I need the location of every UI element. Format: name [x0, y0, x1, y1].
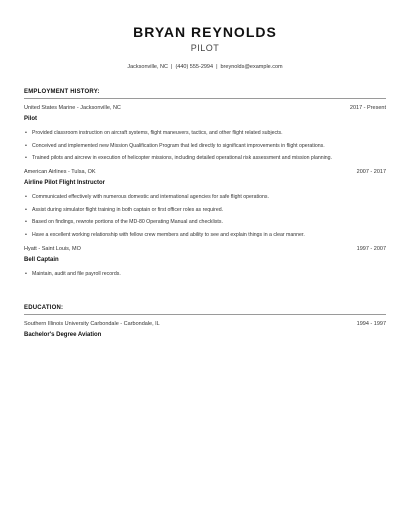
job-bullet-text: Assist during simulator flight training in both captain or first officer roles as required. [32, 206, 224, 213]
education-entry [24, 320, 386, 339]
job-role: Pilot [24, 116, 37, 122]
employment-heading: EMPLOYMENT HISTORY: [24, 89, 100, 95]
contact-separator: | [171, 64, 173, 70]
job-dates: 1997 - 2007 [356, 245, 386, 252]
job-bullets [24, 271, 386, 278]
job-meta [24, 245, 386, 253]
job-bullet-text: Communicated effectively with numerous domestic and international agencies for safe flight operations. [32, 194, 269, 201]
employment-section [24, 88, 386, 278]
job-employer: United States Marine - Jacksonville, NC [24, 105, 121, 111]
job-meta [24, 168, 386, 176]
job-role: Bell Captain [24, 256, 59, 263]
job-bullet-text: Trained pilots and aircrew in execution of helicopter missions, including detailed operational risk assessment and mission planning. [32, 155, 332, 162]
job-bullet-text: Maintain, audit and file payroll records. [32, 270, 121, 277]
bullet-icon: • [25, 155, 27, 162]
resume-header [24, 24, 386, 71]
job-employer: American Airlines - Tulsa, OK [24, 169, 96, 176]
job-bullet [25, 231, 386, 239]
job-bullet [25, 155, 386, 162]
bullet-icon: • [25, 194, 27, 201]
candidate-title: PILOT [190, 43, 220, 53]
education-degree: Bachelor's Degree Aviation [24, 331, 102, 338]
education-section [24, 304, 386, 339]
job-bullet [25, 194, 386, 201]
job-bullet-text: Based on findings, rewrote portions of the MD-80 Operating Manual and checklists. [32, 219, 223, 226]
section-divider [24, 314, 386, 315]
job-bullet [25, 270, 386, 278]
education-school: Southern Illinois University Carbondale - Carbondale, IL [24, 320, 160, 327]
job-bullet [25, 130, 386, 137]
job-bullet-text: Have a excellent working relationship with fellow crew members and ability to see and explain things in a clear manner. [32, 231, 305, 238]
job-bullets [24, 194, 386, 239]
education-dates: 1994 - 1997 [356, 320, 386, 327]
contact-location: Jacksonville, NC [127, 64, 168, 70]
job-bullet [25, 219, 386, 226]
job-meta [24, 104, 386, 112]
bullet-icon: • [25, 231, 27, 238]
bullet-icon: • [25, 219, 27, 226]
education-meta [24, 320, 386, 328]
job-entry [24, 245, 386, 278]
job-bullet-text: Conceived and implemented new Mission Qualification Program that led directly to significant improvements in flight operations. [32, 142, 325, 149]
bullet-icon: • [25, 130, 27, 136]
bullet-icon: • [25, 270, 27, 277]
contact-line [24, 63, 386, 71]
job-bullet [25, 142, 386, 150]
contact-phone: (440) 555-2994 [175, 64, 214, 70]
job-entry [24, 104, 386, 162]
bullet-icon: • [25, 206, 27, 213]
job-employer: Hyatt - Saint Louis, MO [24, 245, 81, 252]
section-divider [24, 98, 386, 99]
job-role: Airline Pilot Flight Instructor [24, 180, 105, 187]
job-dates: 2017 - Present [349, 105, 386, 111]
job-dates: 2007 - 2017 [356, 169, 386, 176]
candidate-name: BRYAN REYNOLDS [133, 24, 277, 40]
contact-email: breynolds@example.com [220, 64, 283, 70]
bullet-icon: • [25, 142, 27, 149]
job-bullet [25, 206, 386, 214]
job-bullet-text: Provided classroom instruction on aircraft systems, flight maneuvers, tactics, and other flight related subjects. [32, 130, 283, 136]
job-bullets [24, 130, 386, 162]
contact-separator: | [216, 64, 218, 70]
education-heading: EDUCATION: [24, 304, 64, 311]
job-entry [24, 168, 386, 239]
